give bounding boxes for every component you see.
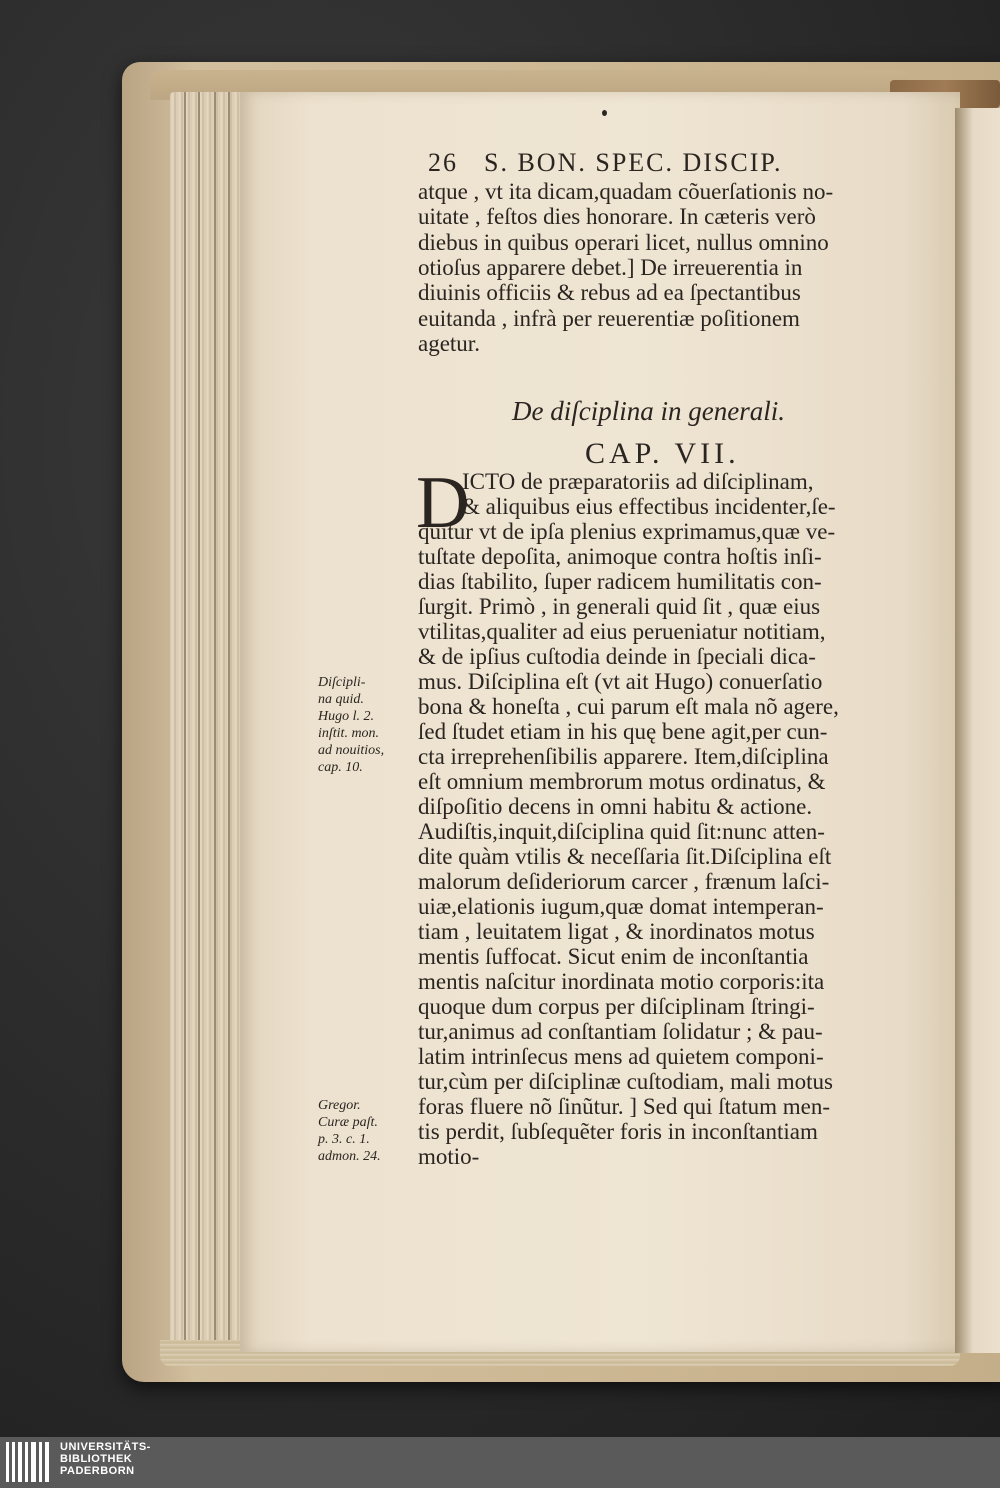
text-line: atque , vt ita dicam,quadam cõuerſationis no- [418,179,834,204]
chapter-heading: CAP. VII. [585,437,740,470]
margin-note-line: inſtit. mon. [318,726,380,741]
logo-line-1: UNIVERSITÄTS- [60,1441,151,1453]
text-line: mus. Diſciplina eſt (vt ait Hugo) conuerſatio [418,669,823,694]
text-line: ſurgit. Primò , in generali quid ſit , quæ eius [418,594,821,619]
text-line: uiæ,elationis iugum,quæ domat intemperan- [418,894,824,919]
text-line: tur,cùm per diſciplinæ cuſtodiam, mali motus [418,1069,833,1094]
text-line: & aliquibus eius effectibus incidenter,ſe- [462,494,836,519]
text-line: & de ipſius cuſtodia deinde in ſpeciali dica- [418,644,816,669]
text-line: diuinis officiis & rebus ad ea ſpectantibus [418,280,801,306]
text-line: latim intrinſecus mens ad quietem componi- [418,1044,824,1069]
margin-note-line: Curæ paſt. [318,1115,378,1130]
text-line: tiam , leuitatem ligat , & inordinatos motus [418,919,815,944]
text-line: dias ſtabilito, ſuper radicem humilitatis con- [418,569,822,594]
margin-note-line: Gregor. [318,1098,361,1113]
text-line: diſpoſitio decens in omni habitu & actione. [418,794,813,819]
text-line: ICTO de præparatoriis ad diſciplinam, [462,469,814,494]
text-line: eſt omnium membrorum motus ordinatus, & [418,769,826,794]
text-line: quitur vt de ipſa plenius exprimamus,quæ ve- [418,519,836,544]
barcode-stripes-icon [6,1442,52,1482]
running-head-title: S. BON. SPEC. DISCIP. [484,148,783,177]
text-line: quoque dum corpus per diſciplinam ſtringi- [418,994,815,1019]
drop-cap: D [416,462,470,544]
section-heading: De diſciplina in generali. [512,396,785,426]
text-line: euitanda , infrà per reuerentiæ poſitionem [418,305,800,331]
text-line: uitate , feſtos dies honorare. In cæteris verò [418,204,816,230]
margin-note-line: Diſcipli- [318,675,366,690]
margin-note-line: na quid. [318,692,364,707]
text-line: ſed ſtudet etiam in his quę bene agit,per cun- [418,719,828,744]
text-line: tur,animus ad conſtantiam ſolidatur ; & pau- [418,1019,823,1044]
text-line: bona & honeſta , cui parum eſt mala nõ agere, [418,694,839,719]
margin-note-line: admon. 24. [318,1149,381,1164]
page-edges [170,92,250,1352]
text-line: dite quàm vtilis & neceſſaria ſit.Diſciplina eſt [418,844,832,869]
margin-note-disciplina [318,674,384,776]
text-line: agetur. [418,330,480,356]
margin-note-line: Hugo l. 2. [318,709,374,724]
text-line: mentis ſuffocat. Sicut enim de inconſtantia [418,944,809,969]
margin-note-line: ad nouitios, [318,743,385,758]
text-line: cta irreprehenſibilis apparere. Item,diſciplina [418,744,829,769]
text-line: foras fluere nõ ſinũtur. ] Sed qui ſtatum men- [418,1094,830,1119]
text-line: otioſus apparere debet.] De irreuerentia in [418,254,803,280]
logo-line-3: PADERBORN [60,1465,135,1477]
facing-page-edge [955,108,1000,1353]
margin-note-gregor [318,1097,381,1165]
text-line: motio- [418,1144,480,1169]
page-number: 26 [428,148,458,177]
logo-line-2: BIBLIOTHEK [60,1453,133,1465]
text-line: malorum deſideriorum carcer , frænum laſci- [418,869,830,894]
text-line: vtilitas,qualiter ad eius perueniatur notitiam, [418,619,826,644]
ink-dot [602,110,607,116]
text-line: diebus in quibus operari licet, nullus omnino [418,229,829,255]
text-line: Audiſtis,inquit,diſciplina quid ſit:nunc atten- [418,819,825,844]
text-line: tuſtate depoſita, animoque contra hoſtis inſi- [418,544,822,569]
running-head [428,148,782,178]
margin-note-line: p. 3. c. 1. [318,1132,370,1147]
text-line: tis perdit, ſubſequẽter foris in inconſtantiam [418,1119,818,1144]
margin-note-line: cap. 10. [318,760,363,775]
text-line: mentis naſcitur inordinata motio corporis:ita [418,969,825,994]
